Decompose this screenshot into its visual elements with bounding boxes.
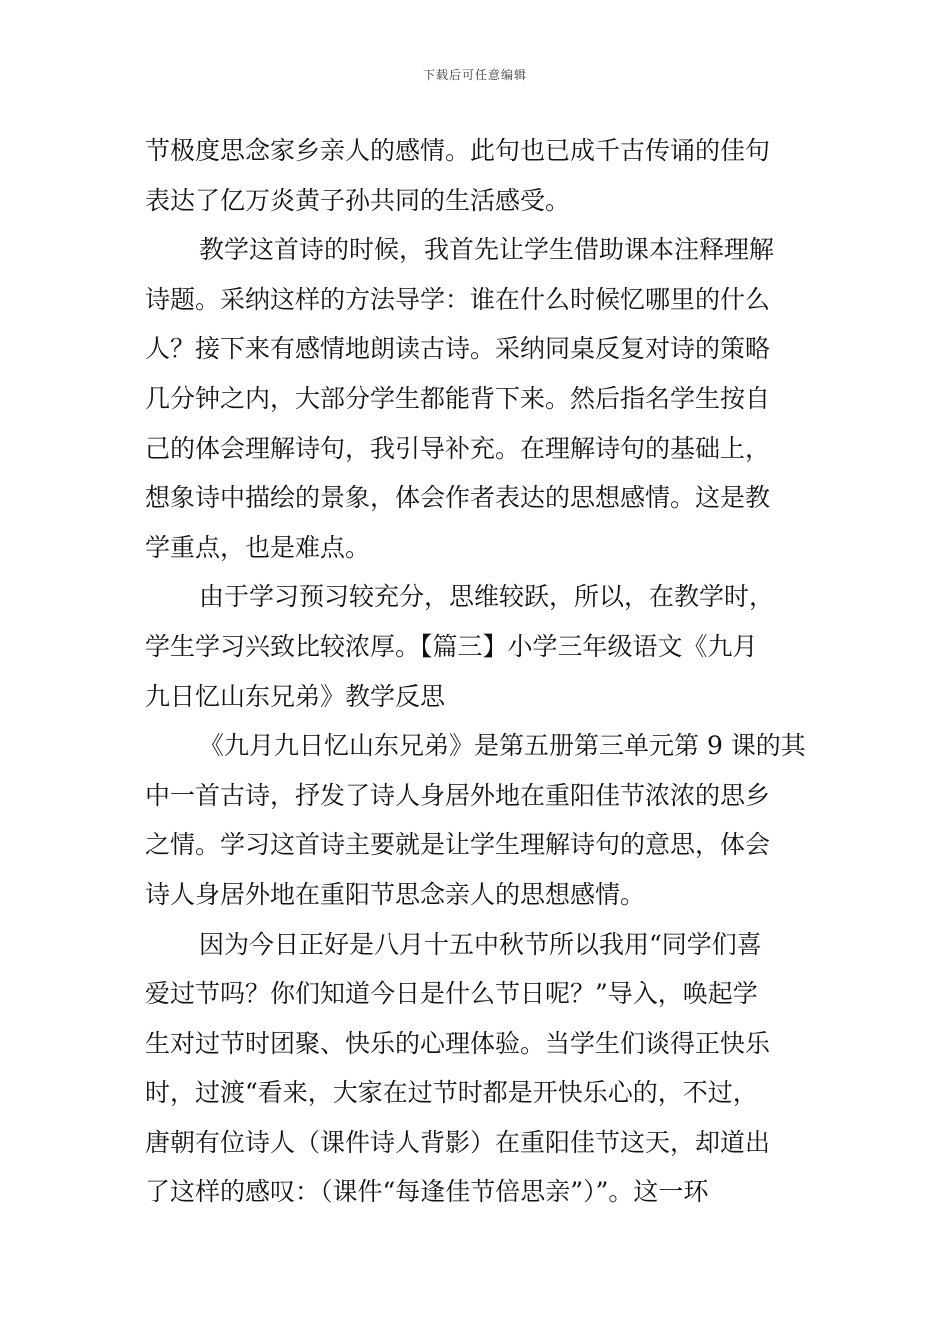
text-line: 爱过节吗？你们知道今日是什么节日呢？”导入，唤起学 — [145, 979, 758, 1009]
text-line: 时，过渡“看来，大家在过节时都是开快乐心的，不过， — [145, 1078, 758, 1108]
page-header: 下载后可任意编辑 — [422, 68, 527, 82]
text-line: 学重点，也是难点。 — [145, 532, 371, 562]
text-line: 己的体会理解诗句，我引导补充。在理解诗句的基础上， — [145, 433, 771, 463]
body-text — [145, 126, 805, 1217]
text-line: 唐朝有位诗人（课件诗人背影）在重阳佳节这天，却道出 — [145, 1127, 771, 1157]
text-line: 九日忆山东兄弟》教学反思 — [145, 681, 446, 711]
text-line: 诗题。采纳这样的方法导学：谁在什么时候忆哪里的什么 — [145, 284, 771, 314]
text-line: 生对过节时团聚、快乐的心理体验。当学生们谈得正快乐 — [145, 1028, 771, 1058]
text-line: 表达了亿万炎黄子孙共同的生活感受。 — [145, 185, 571, 215]
text-line: 想象诗中描绘的景象，体会作者表达的思想感情。这是教 — [145, 483, 771, 513]
text-line: 教学这首诗的时候，我首先让学生借助课本注释理解 — [199, 235, 775, 265]
text-line: 诗人身居外地在重阳节思念亲人的思想感情。 — [145, 879, 646, 909]
text-line: 因为今日正好是八月十五中秋节所以我用“同学们喜 — [199, 929, 762, 959]
text-line: 人？接下来有感情地朗读古诗。采纳同桌反复对诗的策略 — [145, 334, 771, 364]
text-line: 中一首古诗，抒发了诗人身居外地在重阳佳节浓浓的思乡 — [145, 780, 771, 810]
text-line: 几分钟之内，大部分学生都能背下来。然后指名学生按自 — [145, 383, 771, 413]
text-line: 了这样的感叹：（课件“每逢佳节倍思亲”）”。这一环 — [145, 1177, 709, 1207]
text-line: 由于学习预习较充分，思维较跃，所以，在教学时， — [199, 582, 775, 612]
text-line: 《九月九日忆山东兄弟》是第五册第三单元第 9 课的其 — [199, 731, 806, 761]
text-line: 之情。学习这首诗主要就是让学生理解诗句的意思，体会 — [145, 830, 771, 860]
text-line: 节极度思念家乡亲人的感情。此句也已成千古传诵的佳句 — [145, 136, 771, 165]
text-line: 学生学习兴致比较浓厚。【篇三】小学三年级语文《九月 — [145, 631, 758, 661]
